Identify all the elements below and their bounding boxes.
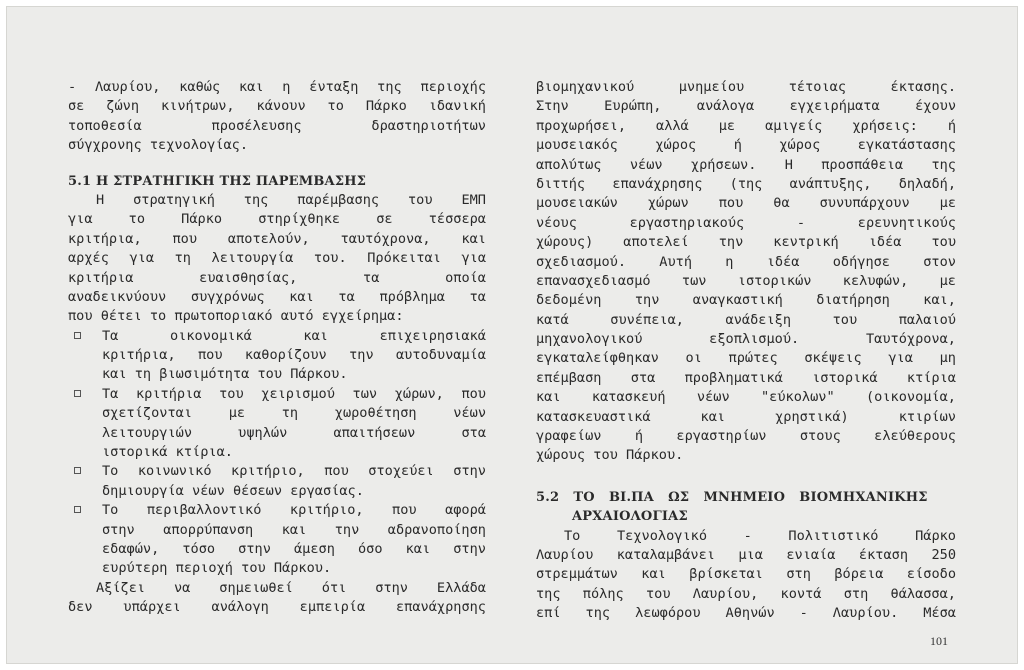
section-line: κριτήρια, που αποτελούν, ταυτόχρονα, και — [68, 230, 486, 247]
section-line: που θέτει το πρωτοποριακό αυτό εγχείρημα: — [68, 308, 404, 325]
section-line: επί της λεωφόρου Αθηνών - Λαυρίου. Μέσα — [536, 605, 956, 622]
section-line: αναδεικνύουν συγχρόνως και τα πρόβλημα τα — [68, 288, 486, 305]
bullet-list — [68, 327, 486, 579]
section-line: κριτήρια ευαισθησίας, τα οποία — [68, 269, 486, 286]
paragraph-line: Στην Ευρώπη, ανάλογα εγχειρήματα έχουν — [536, 98, 956, 115]
paragraph-line: κατασκευαστικά και χρηστικά) κτιρίων — [536, 408, 956, 425]
bullet-item: Το περιβαλλοντικό κριτήριο, που αφορά στην απορρύπανση και την αδρανοποίηση εδαφών, τόσο στην άμεση όσο και στην ευρύτερη περιοχή του Πάρκου. — [68, 501, 486, 579]
section-line: της πόλης του Λαυρίου, κοντά στη θάλασσα, — [536, 585, 956, 602]
paragraph-line: απολύτως νέων χρήσεων. Η προσπάθεια της — [536, 156, 956, 173]
bullet-item: Τα κριτήρια του χειρισμού των χώρων, που σχετίζονται με τη χωροθέτηση νέων λειτουργιών υψηλών απαιτήσεων στα ιστορικά κτίρια. — [68, 385, 486, 463]
intro-line: σε ζώνη κινήτρων, κάνουν το Πάρκο ιδανική — [68, 98, 486, 115]
bullet-item: Τα οικονομικά και επιχειρησιακά κριτήρια, που καθορίζουν την αυτοδυναμία και τη βιωσιμότητα του Πάρκου. — [68, 327, 486, 385]
section-line: Λαυρίου καταλαμβάνει μια ενιαία έκταση 250 — [536, 546, 956, 563]
left-column — [68, 78, 486, 618]
paragraph-line: δεδομένη την αναγκαστική διατήρηση και, — [536, 292, 956, 309]
paragraph-line: κατά συνέπεια, ανάδειξη του παλαιού — [536, 311, 956, 328]
paragraph-line: επανασχεδιασμό των ιστορικών κελυφών, με — [536, 272, 956, 289]
section-line: αρχές για τη λειτουργία του. Πρόκειται για — [68, 250, 486, 267]
paragraph-line: μουσειακών χώρων που θα συνυπάρχουν με — [536, 195, 956, 212]
intro-line: - Λαυρίου, καθώς και η ένταξη της περιοχής — [68, 79, 486, 95]
section-line: Το Τεχνολογικό - Πολιτιστικό Πάρκο — [564, 527, 956, 544]
page-number: 101 — [930, 634, 948, 648]
section-heading-5-2-cont: ΑΡΧΑΙΟΛΟΓΙΑΣ — [572, 509, 688, 525]
square-bullet-icon — [74, 332, 81, 339]
paragraph-line: προχωρήσει, αλλά με αμιγείς χρήσεις: ή — [536, 117, 956, 134]
paragraph-line: βιομηχανικού μνημείου τέτοιας έκτασης. — [536, 79, 956, 95]
intro-line: τοποθεσία προσέλευσης δραστηριοτήτων — [68, 117, 486, 134]
bullet-item: Το κοινωνικό κριτήριο, που στοχεύει στην δημιουργία νέων θέσεων εργασίας. — [68, 462, 486, 501]
paragraph-line: γραφείων ή εργαστηρίων στους ελεύθερους — [536, 428, 956, 445]
section-line: Η στρατηγική της παρέμβασης του ΕΜΠ — [96, 191, 486, 208]
paragraph-line: εγκαταλείφθηκαν οι πρώτες σκέψεις για μη — [536, 350, 956, 367]
closing-line: δεν υπάρχει ανάλογη εμπειρία επανάχρησης — [68, 599, 486, 616]
section-heading-5-2: 5.2 ΤΟ ΒΙ.ΠΑ ΩΣ ΜΝΗΜΕΙΟ ΒΙΟΜΗΧΑΝΙΚΗΣ — [536, 489, 928, 505]
paragraph-line: μουσειακός χώρος ή χώρος εγκατάστασης — [536, 137, 956, 154]
intro-line: σύγχρονης τεχνολογίας. — [68, 137, 249, 154]
right-column — [536, 78, 956, 624]
section-heading-5-1: 5.1 Η ΣΤΡΑΤΗΓΙΚΗ ΤΗΣ ΠΑΡΕΜΒΑΣΗΣ — [68, 173, 367, 189]
paragraph-line: επέμβαση στα προβληματικά ιστορικά κτίρια — [536, 369, 956, 386]
paragraph-line: διττής επανάχρησης (της ανάπτυξης, δηλαδή, — [536, 175, 956, 192]
paragraph-line: χώρους) αποτελεί την κεντρική ιδέα του — [536, 234, 956, 251]
square-bullet-icon — [74, 390, 81, 397]
closing-line: Αξίζει να σημειωθεί ότι στην Ελλάδα — [96, 579, 486, 596]
square-bullet-icon — [74, 506, 81, 513]
document-page — [6, 6, 1018, 664]
section-line: στρεμμάτων και βρίσκεται στη βόρεια είσοδο — [536, 566, 956, 583]
paragraph-line: νέους εργαστηριακούς - ερευνητικούς — [536, 214, 956, 231]
paragraph-line: και κατασκευή νέων "εύκολων" (οικονομία, — [536, 389, 956, 406]
paragraph-line: μηχανολογικού εξοπλισμού. Ταυτόχρονα, — [536, 331, 956, 348]
paragraph-line: χώρους του Πάρκου. — [536, 447, 684, 464]
section-line: για το Πάρκο στηρίχθηκε σε τέσσερα — [68, 211, 486, 228]
paragraph-line: σχεδιασμού. Αυτή η ιδέα οδήγησε στον — [536, 253, 956, 270]
square-bullet-icon — [74, 467, 81, 474]
